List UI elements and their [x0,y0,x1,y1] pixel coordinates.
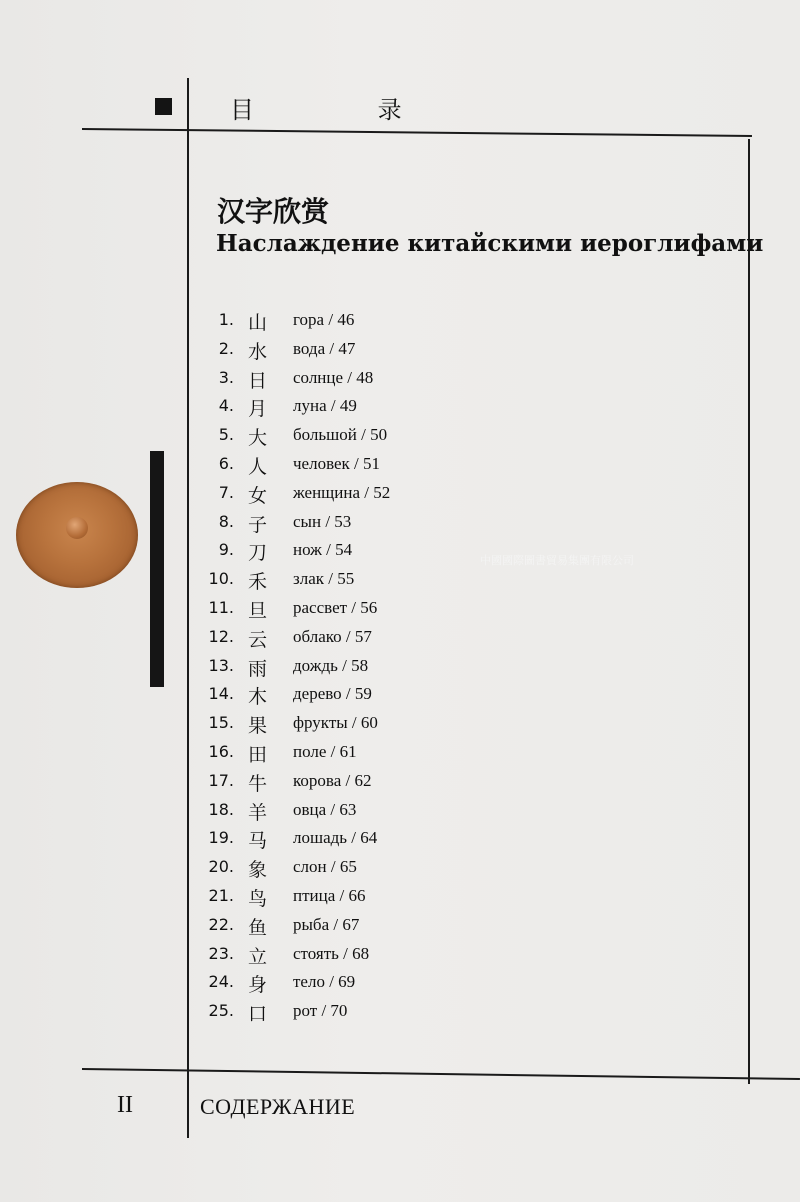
toc-entry-number: 9. [218,540,234,560]
toc-entry-character: 刀 [248,542,268,565]
toc-entry-title: гора / 46 [293,310,355,329]
toc-entry-character: 鱼 [248,916,268,939]
header-title: 目 录 [230,96,460,124]
toc-entry-number: 15. [208,713,234,733]
toc-entry-character: 人 [248,456,268,478]
toc-entry-character: 云 [248,628,268,651]
page-folio: II [117,1092,133,1118]
toc-entry-title: рассвет / 56 [293,598,378,617]
toc-entry-number: 2. [218,338,234,358]
toc-entry-title: лошадь / 64 [293,828,378,848]
toc-entry-number: 23. [208,943,234,963]
toc-entry-character: 月 [248,398,268,421]
toc-entry-title: тело / 69 [293,972,356,992]
toc-entry-character: 口 [248,1003,268,1026]
toc-entry-number: 18. [208,799,234,819]
footer-title: СОДЕРЖАНИЕ [200,1094,356,1119]
toc-entry-number: 5. [218,425,234,445]
toc-entry-title: облако / 57 [293,626,372,646]
toc-entry-title: стоять / 68 [293,943,370,963]
section-title-russian: Наслаждение китайскими иероглифами [216,230,764,257]
toc-entry-character: 日 [248,369,268,392]
toc-entry-title: овца / 63 [293,799,357,819]
toc-entry-number: 19. [208,828,234,848]
toc-entry-character: 马 [248,830,268,853]
section-title-chinese: 汉字欣赏 [217,195,330,228]
toc-entry-number: 24. [208,972,234,992]
toc-entry-character: 水 [248,340,268,363]
toc-entry-number: 14. [208,684,234,704]
toc-entry-character: 立 [248,945,268,968]
toc-entry-number: 3. [218,367,234,387]
toc-entry-character: 羊 [248,801,268,824]
toc-entry-title: рыба / 67 [293,914,360,934]
toc-entry-character: 牛 [248,772,268,795]
toc-entry-title: фрукты / 60 [293,713,378,733]
side-black-bar [150,451,164,687]
toc-entry-title: дерево / 59 [293,684,372,704]
toc-entry-character: 禾 [248,571,268,594]
toc-entry-number: 17. [208,770,234,790]
toc-entry-number: 16. [208,742,234,761]
toc-entry-number: 13. [208,655,234,675]
box-right-rule [748,139,750,1084]
bronze-disc-boss [66,517,88,539]
toc-entry-character: 山 [248,312,268,334]
toc-entry-character: 田 [248,744,268,766]
toc-entry-title: человек / 51 [293,454,381,473]
toc-entry-number: 8. [218,511,234,531]
toc-entry-character: 旦 [248,600,268,622]
toc-entry-number: 10. [208,569,234,589]
toc-entry-title: поле / 61 [293,742,357,761]
toc-entry-number: 6. [218,454,234,473]
toc-entry-character: 鸟 [248,888,268,910]
toc-entry-title: злак / 55 [293,569,355,589]
toc-entry-number: 12. [208,626,234,646]
toc-entry-title: сын / 53 [293,511,352,531]
toc-entry-number: 25. [208,1001,234,1021]
toc-entry-number: 1. [218,310,234,329]
toc-entry-character: 木 [248,686,268,709]
toc-entry-title: нож / 54 [293,540,353,560]
header-rule [82,128,752,137]
toc-entry-title: дождь / 58 [293,655,369,675]
toc-entry-character: 子 [248,513,268,536]
toc-entry-number: 4. [218,396,234,416]
toc-entry-title: женщина / 52 [293,482,391,502]
toc-entry-character: 身 [248,974,268,997]
toc-entry-character: 大 [248,427,268,450]
toc-entry-title: солнце / 48 [293,367,374,387]
toc-entry-title: слон / 65 [293,857,357,877]
toc-entry-title: корова / 62 [293,770,372,790]
vertical-rule [187,78,189,1138]
watermark-text: 中國國際圖書貿易集團有限公司 [480,554,634,567]
toc-entry-number: 22. [208,914,234,934]
toc-entry-character: 女 [248,484,268,507]
toc-entry-character: 雨 [248,657,268,680]
toc-entry-title: большой / 50 [293,425,388,445]
toc-entry-character: 象 [248,859,268,882]
toc-entry-number: 21. [208,886,234,905]
toc-entry-number: 11. [208,598,234,617]
header-square-marker [155,98,172,115]
toc-entry-number: 7. [218,482,234,502]
toc-entry-title: птица / 66 [293,886,366,905]
toc-entry-character: 果 [248,715,268,738]
toc-entry-title: рот / 70 [293,1001,348,1021]
footer-rule [82,1068,800,1080]
toc-entry-title: вода / 47 [293,338,356,358]
toc-entry-number: 20. [208,857,234,877]
toc-entry-title: луна / 49 [293,396,357,416]
